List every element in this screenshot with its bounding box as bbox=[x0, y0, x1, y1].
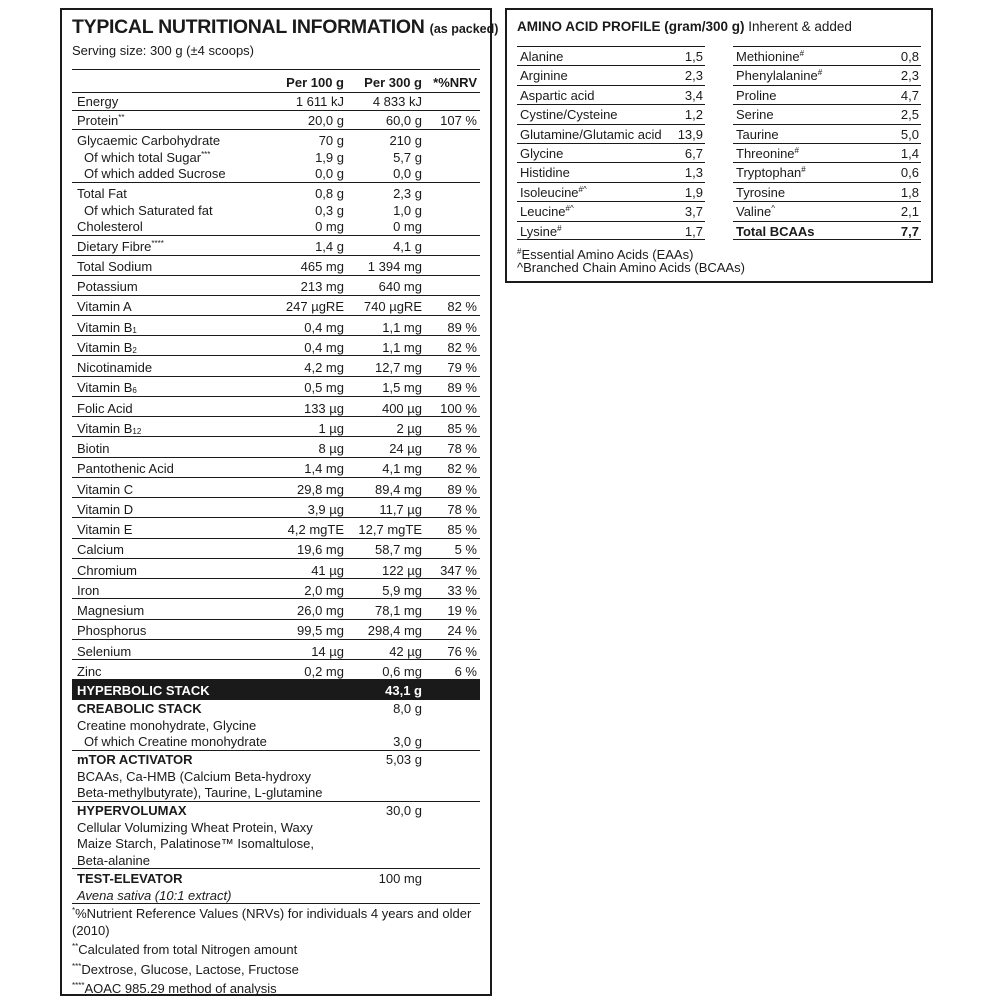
nutrient-name: Chromium bbox=[77, 562, 137, 578]
per-300g-value: 60,0 g bbox=[385, 113, 422, 128]
amino-column-left bbox=[517, 46, 705, 240]
nutrient-row bbox=[72, 359, 480, 376]
amino-row bbox=[733, 162, 921, 181]
per-100g-value: 8 µg bbox=[318, 441, 344, 456]
nutrient-row bbox=[72, 185, 480, 202]
per-100g-value: 3,9 µg bbox=[307, 501, 344, 517]
amino-name: Alanine bbox=[520, 49, 564, 64]
nrv-value: 79 % bbox=[447, 360, 477, 375]
nutrient-row bbox=[72, 202, 480, 219]
amino-row bbox=[733, 46, 921, 65]
test-elevator bbox=[72, 870, 480, 904]
nutrition-footnotes bbox=[72, 903, 477, 998]
per-300g-value: 24 µg bbox=[389, 441, 422, 456]
nutrient-group bbox=[72, 400, 480, 418]
nutrient-name: Nicotinamide bbox=[77, 360, 153, 375]
per-300g-value: 42 µg bbox=[389, 643, 422, 659]
per-300g-value: 1,0 g bbox=[393, 202, 422, 218]
nutrient-name: Dietary Fibre**** bbox=[77, 239, 164, 254]
per-300g-value: 1,1 mg bbox=[382, 339, 422, 355]
nutrient-name: Potassium bbox=[77, 279, 138, 294]
nutrient-row bbox=[72, 643, 480, 660]
creabolic-amount: 8,0 g bbox=[393, 701, 422, 716]
nutrient-group bbox=[72, 541, 480, 559]
nutrient-group bbox=[72, 663, 480, 681]
amino-name: Leucine#^ bbox=[520, 204, 574, 220]
nutrient-group bbox=[72, 643, 480, 661]
amino-name: Proline bbox=[736, 87, 777, 103]
nutrient-group-sodium bbox=[72, 258, 480, 276]
nrv-value: 33 % bbox=[447, 582, 477, 598]
per-300g-value: 4,1 g bbox=[393, 239, 422, 254]
amino-row bbox=[517, 85, 705, 104]
nutrient-name: Vitamin A bbox=[77, 299, 132, 315]
stack-row bbox=[72, 819, 480, 836]
footnote: *%Nutrient Reference Values (NRVs) for individuals 4 years and older (2010) bbox=[72, 906, 472, 938]
amino-value: 1,5 bbox=[684, 49, 703, 64]
amino-value: 2,3 bbox=[684, 68, 703, 84]
amino-name: Isoleucine#^ bbox=[520, 184, 587, 200]
test-elevator-desc: Avena sativa (10:1 extract) bbox=[77, 887, 232, 903]
nutrient-group bbox=[72, 622, 480, 640]
nutrient-name: Phosphorus bbox=[77, 623, 147, 639]
amino-name: Aspartic acid bbox=[520, 87, 595, 103]
per-100g-value: 0,2 mg bbox=[304, 663, 344, 679]
nutrient-row bbox=[72, 663, 480, 680]
nrv-value: 19 % bbox=[447, 603, 477, 618]
stack-row bbox=[72, 751, 480, 768]
nutrient-row bbox=[72, 278, 480, 295]
per-300g-value: 12,7 mgTE bbox=[358, 522, 422, 537]
amino-name: Lysine# bbox=[520, 223, 562, 239]
per-300g-value: 122 µg bbox=[381, 562, 422, 578]
nutrient-group bbox=[72, 481, 480, 499]
amino-value: 13,9 bbox=[677, 126, 703, 142]
nrv-value: 24 % bbox=[447, 623, 477, 639]
nutrient-group-protein bbox=[72, 112, 480, 130]
nutrient-name: Vitamin B6 bbox=[77, 380, 137, 396]
nutrient-row bbox=[72, 541, 480, 558]
amino-row bbox=[733, 124, 921, 143]
amino-row bbox=[517, 143, 705, 162]
nrv-value: 6 % bbox=[454, 663, 477, 679]
nutrient-name: Calcium bbox=[77, 542, 124, 558]
amino-name: Cystine/Cysteine bbox=[520, 107, 618, 123]
amino-name: Threonine# bbox=[736, 145, 799, 161]
per-100g-value: 1,4 g bbox=[315, 239, 344, 254]
per-100g-value: 1 µg bbox=[318, 420, 344, 436]
per-100g-value: 29,8 mg bbox=[297, 481, 344, 497]
per-100g-value: 0,8 g bbox=[315, 186, 344, 201]
per-100g-value: 0,4 mg bbox=[304, 339, 344, 355]
nutrient-group-carbohydrate bbox=[72, 132, 480, 183]
nutrient-row bbox=[72, 400, 480, 417]
amino-row bbox=[517, 182, 705, 201]
amino-name: Taurine bbox=[736, 126, 779, 142]
amino-name: Tryptophan# bbox=[736, 165, 806, 181]
nutrient-row bbox=[72, 238, 480, 255]
mtor-amount: 5,03 g bbox=[385, 752, 422, 767]
per-100g-value: 41 µg bbox=[311, 562, 344, 578]
per-300g-value: 210 g bbox=[389, 133, 422, 148]
stack-row bbox=[72, 870, 480, 887]
amino-value: 3,7 bbox=[684, 204, 703, 220]
nutrient-row bbox=[72, 602, 480, 619]
per-300g-value: 1 394 mg bbox=[367, 259, 422, 274]
footnote: ***Dextrose, Glucose, Lactose, Fructose bbox=[72, 961, 299, 977]
nrv-value: 107 % bbox=[440, 113, 477, 128]
per-300g-value: 5,7 g bbox=[393, 149, 422, 165]
mtor-line: Beta-methylbutyrate), Taurine, L-glutamine bbox=[77, 785, 323, 801]
amino-acid-panel bbox=[505, 8, 933, 283]
nutrient-name: Vitamin B12 bbox=[77, 420, 142, 436]
stack-row bbox=[72, 852, 480, 869]
stack-row bbox=[72, 700, 480, 717]
per-100g-value: 1,4 mg bbox=[304, 461, 344, 477]
nutrient-group bbox=[72, 521, 480, 539]
amino-value: 6,7 bbox=[684, 145, 703, 161]
footnote: **Calculated from total Nitrogen amount bbox=[72, 942, 298, 957]
nutrient-group-fibre bbox=[72, 238, 480, 256]
hyperbolic-stack-label: HYPERBOLIC STACK bbox=[77, 683, 210, 698]
nutrition-title bbox=[72, 16, 498, 39]
hypervolumax-amount: 30,0 g bbox=[385, 803, 422, 818]
amino-value: 7,7 bbox=[900, 223, 919, 239]
per-100g-value: 4,2 mgTE bbox=[287, 522, 344, 537]
mtor-line: BCAAs, Ca-HMB (Calcium Beta-hydroxy bbox=[77, 768, 312, 784]
per-100g-value: 133 µg bbox=[303, 400, 344, 416]
nutrient-name: Vitamin D bbox=[77, 501, 134, 517]
amino-note-eaa: #Essential Amino Acids (EAAs) bbox=[517, 247, 694, 262]
amino-value: 3,4 bbox=[684, 87, 703, 103]
nrv-value: 76 % bbox=[447, 643, 477, 659]
nutrient-row bbox=[72, 379, 480, 396]
amino-title-rest: Inherent & added bbox=[748, 19, 852, 34]
per-100g-value: 70 g bbox=[318, 133, 344, 148]
amino-value: 1,8 bbox=[900, 184, 919, 200]
nrv-value: 78 % bbox=[447, 501, 477, 517]
amino-row bbox=[517, 201, 705, 220]
stack-row bbox=[72, 835, 480, 852]
nutrient-name: Zinc bbox=[77, 663, 102, 679]
nutrient-row bbox=[72, 258, 480, 275]
amino-note-bcaa: ^Branched Chain Amino Acids (BCAAs) bbox=[517, 260, 745, 275]
amino-value: 0,8 bbox=[900, 49, 919, 64]
amino-row bbox=[517, 65, 705, 84]
nutrient-row bbox=[72, 319, 480, 336]
nutrient-group bbox=[72, 582, 480, 600]
amino-value: 1,4 bbox=[900, 145, 919, 161]
nutrient-name: Vitamin B1 bbox=[77, 319, 137, 335]
per-100g-value: 0,4 mg bbox=[304, 319, 344, 335]
per-300g-value: 5,9 mg bbox=[382, 582, 422, 598]
per-100g-value: 20,0 g bbox=[307, 113, 344, 128]
hyperbolic-stack-bar bbox=[72, 680, 480, 700]
nutrient-row bbox=[72, 521, 480, 538]
mtor-activator bbox=[72, 751, 480, 802]
nutrient-row bbox=[72, 218, 480, 235]
nrv-value: 347 % bbox=[440, 562, 477, 578]
amino-title-bold: AMINO ACID PROFILE (gram/300 g) bbox=[517, 19, 745, 34]
nutrient-name: Of which Saturated fat bbox=[84, 202, 213, 218]
nrv-value: 89 % bbox=[447, 481, 477, 497]
nutrient-name: Total Sodium bbox=[77, 259, 153, 274]
amino-row bbox=[733, 104, 921, 123]
header-per-100g: Per 100 g bbox=[286, 75, 344, 90]
per-100g-value: 0,3 g bbox=[315, 202, 344, 218]
amino-value: 2,1 bbox=[900, 204, 919, 220]
nrv-value: 85 % bbox=[447, 522, 477, 537]
amino-name: Methionine# bbox=[736, 49, 805, 64]
amino-row bbox=[733, 182, 921, 201]
per-100g-value: 1 611 kJ bbox=[295, 94, 344, 109]
per-300g-value: 58,7 mg bbox=[375, 542, 422, 558]
nutrient-group bbox=[72, 359, 480, 377]
footnote: ****AOAC 985.29 method of analysis bbox=[72, 981, 277, 996]
per-100g-value: 0,0 g bbox=[315, 166, 344, 181]
nutrition-title-suffix: (as packed) bbox=[429, 22, 499, 36]
nutrient-name: Of which added Sucrose bbox=[84, 166, 226, 181]
amino-name: Glutamine/Glutamic acid bbox=[520, 126, 662, 142]
nutrient-group bbox=[72, 298, 480, 316]
per-100g-value: 1,9 g bbox=[315, 149, 344, 165]
nutrient-group bbox=[72, 278, 480, 296]
nrv-value: 89 % bbox=[447, 319, 477, 335]
nutrient-name: Energy bbox=[77, 94, 119, 109]
per-300g-value: 4,1 mg bbox=[382, 461, 422, 477]
amino-name: Serine bbox=[736, 107, 774, 123]
per-100g-value: 26,0 mg bbox=[297, 603, 344, 618]
nutrient-row bbox=[72, 481, 480, 498]
nutrient-row bbox=[72, 501, 480, 518]
nutrient-name: Pantothenic Acid bbox=[77, 461, 174, 477]
amino-name: Phenylalanine# bbox=[736, 68, 823, 84]
per-300g-value: 0,0 g bbox=[393, 166, 422, 181]
amino-row bbox=[517, 162, 705, 181]
per-100g-value: 99,5 mg bbox=[297, 623, 344, 639]
per-300g-value: 2,3 g bbox=[393, 186, 422, 201]
amino-row bbox=[517, 221, 705, 240]
nutrient-row bbox=[72, 298, 480, 315]
amino-row bbox=[733, 85, 921, 104]
per-300g-value: 89,4 mg bbox=[375, 481, 422, 497]
nrv-value: 82 % bbox=[447, 339, 477, 355]
stack-row bbox=[72, 768, 480, 785]
amino-value: 1,7 bbox=[684, 223, 703, 239]
per-300g-value: 640 mg bbox=[378, 279, 422, 294]
nutrient-name: Total Fat bbox=[77, 186, 127, 201]
hypervolumax-line: Maize Starch, Palatinose™ Isomaltulose, bbox=[77, 836, 314, 852]
header-nrv: *%NRV bbox=[433, 75, 477, 90]
amino-row bbox=[517, 124, 705, 143]
amino-name: Glycine bbox=[520, 145, 564, 161]
amino-name: Tyrosine bbox=[736, 184, 786, 200]
nutrient-row bbox=[72, 339, 480, 356]
per-300g-value: 4 833 kJ bbox=[372, 94, 422, 109]
nutrient-row bbox=[72, 149, 480, 166]
hypervolumax bbox=[72, 802, 480, 869]
amino-row bbox=[733, 143, 921, 162]
nutrient-row bbox=[72, 420, 480, 437]
header-per-300g: Per 300 g bbox=[364, 75, 422, 90]
nutrient-group-energy bbox=[72, 93, 480, 111]
per-300g-value: 740 µgRE bbox=[363, 299, 422, 315]
test-elevator-amount: 100 mg bbox=[378, 871, 422, 886]
nutrient-row bbox=[72, 622, 480, 639]
divider bbox=[72, 69, 480, 70]
amino-value: 5,0 bbox=[900, 126, 919, 142]
amino-value: 1,2 bbox=[684, 107, 703, 123]
nutrient-name: Glycaemic Carbohydrate bbox=[77, 133, 221, 148]
stack-row bbox=[72, 802, 480, 819]
nutrient-group bbox=[72, 420, 480, 438]
nrv-value: 78 % bbox=[447, 441, 477, 456]
nrv-value: 82 % bbox=[447, 461, 477, 477]
nrv-value: 82 % bbox=[447, 299, 477, 315]
per-300g-value: 1,5 mg bbox=[382, 380, 422, 396]
per-100g-value: 14 µg bbox=[311, 643, 344, 659]
amino-row bbox=[517, 104, 705, 123]
per-300g-value: 298,4 mg bbox=[367, 623, 422, 639]
nutrient-row bbox=[72, 440, 480, 457]
amino-column-right bbox=[733, 46, 921, 240]
amino-value: 1,3 bbox=[684, 165, 703, 181]
nutrient-row bbox=[72, 460, 480, 477]
per-100g-value: 19,6 mg bbox=[297, 542, 344, 558]
per-300g-value: 78,1 mg bbox=[375, 603, 422, 618]
serving-size: Serving size: 300 g (±4 scoops) bbox=[72, 43, 254, 58]
nutrient-group bbox=[72, 440, 480, 458]
hyperbolic-stack-amount: 43,1 g bbox=[385, 683, 422, 698]
stack-row bbox=[72, 733, 480, 750]
nutrient-group bbox=[72, 319, 480, 337]
amino-row bbox=[733, 221, 921, 240]
nutrient-row bbox=[72, 132, 480, 149]
amino-value: 1,9 bbox=[684, 184, 703, 200]
nutrient-name: Iron bbox=[77, 582, 100, 598]
nrv-value: 5 % bbox=[454, 542, 477, 558]
per-300g-value: 400 µg bbox=[381, 400, 422, 416]
stack-row bbox=[72, 717, 480, 734]
nutrient-name: Cholesterol bbox=[77, 219, 143, 234]
per-100g-value: 465 mg bbox=[300, 259, 344, 274]
per-300g-value: 1,1 mg bbox=[382, 319, 422, 335]
per-300g-value: 11,7 µg bbox=[379, 501, 422, 517]
amino-value: 2,3 bbox=[900, 68, 919, 84]
nutrient-group bbox=[72, 562, 480, 580]
nutrient-row bbox=[72, 562, 480, 579]
nrv-value: 85 % bbox=[447, 420, 477, 436]
per-100g-value: 4,2 mg bbox=[304, 360, 344, 375]
per-100g-value: 0 mg bbox=[315, 219, 344, 234]
per-300g-value: 2 µg bbox=[396, 420, 422, 436]
nutrition-title-main: TYPICAL NUTRITIONAL INFORMATION bbox=[72, 16, 425, 38]
nutrient-group bbox=[72, 339, 480, 357]
per-100g-value: 2,0 mg bbox=[304, 582, 344, 598]
amino-name: Total BCAAs bbox=[736, 223, 815, 239]
amino-name: Arginine bbox=[520, 68, 568, 84]
per-100g-value: 213 mg bbox=[300, 279, 344, 294]
nutrient-group bbox=[72, 602, 480, 620]
hypervolumax-line: Beta-alanine bbox=[77, 852, 150, 868]
nutrition-column-headers bbox=[72, 72, 480, 92]
nutrient-name: Folic Acid bbox=[77, 400, 133, 416]
nutrient-name: Biotin bbox=[77, 441, 110, 456]
nutrient-name: Protein** bbox=[77, 113, 125, 128]
nrv-value: 89 % bbox=[447, 380, 477, 396]
nutrient-row bbox=[72, 112, 480, 129]
amino-row bbox=[733, 65, 921, 84]
mtor-title: mTOR ACTIVATOR bbox=[77, 752, 193, 767]
amino-row bbox=[517, 46, 705, 65]
hypervolumax-line: Cellular Volumizing Wheat Protein, Waxy bbox=[77, 819, 313, 835]
nutrient-row bbox=[72, 582, 480, 599]
nutrient-name: Of which total Sugar*** bbox=[84, 149, 211, 165]
per-100g-value: 247 µgRE bbox=[285, 299, 344, 315]
nrv-value: 100 % bbox=[440, 400, 477, 416]
nutrient-group bbox=[72, 460, 480, 478]
per-300g-value: 12,7 mg bbox=[375, 360, 422, 375]
nutrient-name: Vitamin E bbox=[77, 522, 133, 537]
per-300g-value: 0,6 mg bbox=[382, 663, 422, 679]
stack-row bbox=[72, 887, 480, 904]
nutrition-panel bbox=[60, 8, 499, 996]
nutrient-group bbox=[72, 501, 480, 519]
creabolic-stack bbox=[72, 700, 480, 751]
hypervolumax-title: HYPERVOLUMAX bbox=[77, 803, 187, 818]
stack-row bbox=[72, 784, 480, 801]
amino-row bbox=[733, 201, 921, 220]
nutrient-row bbox=[72, 165, 480, 182]
creabolic-sub: Of which Creatine monohydrate bbox=[84, 734, 267, 750]
amino-notes bbox=[517, 245, 745, 274]
amino-name: Histidine bbox=[520, 165, 570, 181]
nutrient-row bbox=[72, 93, 480, 110]
nutrient-name: Vitamin B2 bbox=[77, 339, 137, 355]
creabolic-sub-amount: 3,0 g bbox=[393, 734, 422, 750]
amino-value: 0,6 bbox=[900, 165, 919, 181]
amino-name: Valine^ bbox=[736, 204, 775, 220]
nutrient-name: Magnesium bbox=[77, 603, 145, 618]
creabolic-desc: Creatine monohydrate, Glycine bbox=[77, 717, 257, 733]
test-elevator-title: TEST-ELEVATOR bbox=[77, 871, 183, 886]
nutrient-group bbox=[72, 379, 480, 397]
nutrient-name: Vitamin C bbox=[77, 481, 134, 497]
per-300g-value: 0 mg bbox=[393, 219, 422, 234]
creabolic-title: CREABOLIC STACK bbox=[77, 701, 202, 716]
amino-value: 2,5 bbox=[900, 107, 919, 123]
nutrient-name: Selenium bbox=[77, 643, 132, 659]
amino-title bbox=[517, 19, 852, 34]
amino-value: 4,7 bbox=[900, 87, 919, 103]
nutrient-group-fat bbox=[72, 185, 480, 236]
per-100g-value: 0,5 mg bbox=[304, 380, 344, 396]
